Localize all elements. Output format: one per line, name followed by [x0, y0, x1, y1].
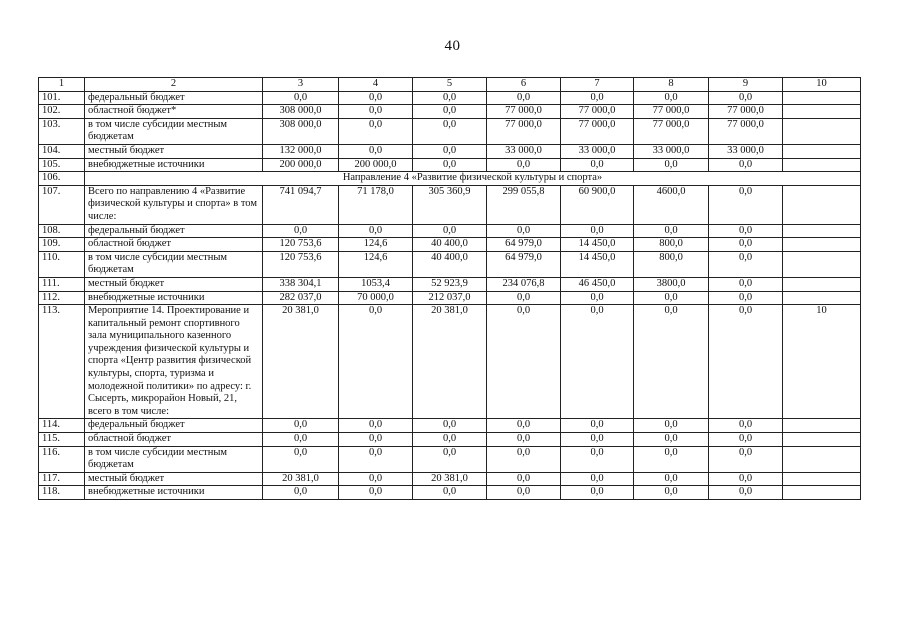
table-row: [39, 291, 861, 305]
value-cell: 0,0: [339, 105, 413, 119]
value-cell: 0,0: [413, 446, 487, 472]
table-row: [39, 486, 861, 500]
value-cell: 33 000,0: [561, 144, 634, 158]
value-cell: [783, 158, 861, 172]
row-label: федеральный бюджет: [85, 91, 263, 105]
value-cell: 800,0: [634, 251, 709, 277]
value-cell: [783, 238, 861, 252]
value-cell: 0,0: [561, 486, 634, 500]
value-cell: 0,0: [413, 144, 487, 158]
value-cell: 0,0: [413, 224, 487, 238]
value-cell: 800,0: [634, 238, 709, 252]
value-cell: 305 360,9: [413, 185, 487, 224]
header-cell: 9: [709, 78, 783, 92]
value-cell: 0,0: [561, 446, 634, 472]
value-cell: 20 381,0: [413, 305, 487, 419]
value-cell: 0,0: [561, 472, 634, 486]
value-cell: 0,0: [634, 158, 709, 172]
table-row: [39, 144, 861, 158]
header-cell: 3: [263, 78, 339, 92]
table-row: [39, 472, 861, 486]
row-number: 104.: [39, 144, 85, 158]
value-cell: 0,0: [339, 144, 413, 158]
row-number: 105.: [39, 158, 85, 172]
row-label: федеральный бюджет: [85, 224, 263, 238]
section-row: [39, 172, 861, 186]
value-cell: 40 400,0: [413, 238, 487, 252]
value-cell: 0,0: [561, 224, 634, 238]
table-row: [39, 238, 861, 252]
value-cell: 124,6: [339, 238, 413, 252]
table-row: [39, 446, 861, 472]
value-cell: [783, 419, 861, 433]
value-cell: 200 000,0: [263, 158, 339, 172]
table-row: [39, 224, 861, 238]
value-cell: 0,0: [634, 433, 709, 447]
row-label: в том числе субсидии местным бюджетам: [85, 446, 263, 472]
value-cell: 0,0: [263, 91, 339, 105]
value-cell: 0,0: [263, 419, 339, 433]
value-cell: 77 000,0: [561, 105, 634, 119]
value-cell: 46 450,0: [561, 277, 634, 291]
value-cell: 132 000,0: [263, 144, 339, 158]
row-label: местный бюджет: [85, 277, 263, 291]
header-cell: 8: [634, 78, 709, 92]
value-cell: [783, 105, 861, 119]
value-cell: 20 381,0: [413, 472, 487, 486]
value-cell: 0,0: [339, 118, 413, 144]
value-cell: 33 000,0: [634, 144, 709, 158]
value-cell: 3800,0: [634, 277, 709, 291]
value-cell: 1053,4: [339, 277, 413, 291]
value-cell: [783, 433, 861, 447]
value-cell: 0,0: [709, 224, 783, 238]
value-cell: 0,0: [709, 158, 783, 172]
value-cell: 60 900,0: [561, 185, 634, 224]
value-cell: 0,0: [413, 118, 487, 144]
value-cell: 0,0: [339, 433, 413, 447]
value-cell: 282 037,0: [263, 291, 339, 305]
row-number: 115.: [39, 433, 85, 447]
value-cell: 0,0: [263, 433, 339, 447]
section-title: Направление 4 «Развитие физической культуры и спорта»: [85, 172, 861, 186]
value-cell: 0,0: [561, 433, 634, 447]
value-cell: 0,0: [413, 419, 487, 433]
header-cell: 10: [783, 78, 861, 92]
row-label: местный бюджет: [85, 472, 263, 486]
value-cell: 0,0: [263, 446, 339, 472]
header-cell: 5: [413, 78, 487, 92]
value-cell: 0,0: [634, 419, 709, 433]
value-cell: 120 753,6: [263, 251, 339, 277]
table-row: [39, 118, 861, 144]
table-row: [39, 277, 861, 291]
value-cell: 4600,0: [634, 185, 709, 224]
value-cell: 0,0: [339, 224, 413, 238]
value-cell: 0,0: [634, 305, 709, 419]
value-cell: 0,0: [487, 433, 561, 447]
row-number: 112.: [39, 291, 85, 305]
value-cell: 77 000,0: [634, 118, 709, 144]
value-cell: 212 037,0: [413, 291, 487, 305]
table-row: [39, 158, 861, 172]
value-cell: [783, 446, 861, 472]
value-cell: 14 450,0: [561, 251, 634, 277]
value-cell: 33 000,0: [709, 144, 783, 158]
row-number: 111.: [39, 277, 85, 291]
value-cell: 40 400,0: [413, 251, 487, 277]
value-cell: [783, 472, 861, 486]
value-cell: 0,0: [413, 433, 487, 447]
value-cell: 0,0: [487, 472, 561, 486]
value-cell: 0,0: [487, 419, 561, 433]
value-cell: 0,0: [709, 291, 783, 305]
row-number: 107.: [39, 185, 85, 224]
value-cell: 200 000,0: [339, 158, 413, 172]
row-label: Всего по направлению 4 «Развитие физической культуры и спорта» в том числе:: [85, 185, 263, 224]
table-body: [39, 78, 861, 500]
value-cell: 77 000,0: [709, 105, 783, 119]
row-label: в том числе субсидии местным бюджетам: [85, 251, 263, 277]
table-row: [39, 305, 861, 419]
row-number: 108.: [39, 224, 85, 238]
value-cell: 0,0: [709, 419, 783, 433]
value-cell: 0,0: [561, 91, 634, 105]
budget-table: [38, 77, 861, 500]
value-cell: 20 381,0: [263, 472, 339, 486]
table-row: [39, 433, 861, 447]
row-label: внебюджетные источники: [85, 291, 263, 305]
value-cell: 77 000,0: [709, 118, 783, 144]
row-number: 117.: [39, 472, 85, 486]
value-cell: 308 000,0: [263, 118, 339, 144]
row-number: 106.: [39, 172, 85, 186]
row-label: федеральный бюджет: [85, 419, 263, 433]
row-label: в том числе субсидии местным бюджетам: [85, 118, 263, 144]
value-cell: 0,0: [709, 472, 783, 486]
row-label: внебюджетные источники: [85, 158, 263, 172]
value-cell: 0,0: [413, 486, 487, 500]
value-cell: 0,0: [709, 251, 783, 277]
value-cell: [783, 277, 861, 291]
value-cell: 338 304,1: [263, 277, 339, 291]
page-number: 40: [444, 38, 461, 54]
value-cell: 0,0: [487, 305, 561, 419]
value-cell: [783, 118, 861, 144]
value-cell: 0,0: [487, 91, 561, 105]
value-cell: [783, 486, 861, 500]
table-row: [39, 419, 861, 433]
row-label: областной бюджет: [85, 238, 263, 252]
value-cell: 0,0: [709, 433, 783, 447]
value-cell: 0,0: [709, 185, 783, 224]
row-number: 101.: [39, 91, 85, 105]
value-cell: [783, 144, 861, 158]
value-cell: [783, 91, 861, 105]
row-label: местный бюджет: [85, 144, 263, 158]
table-row: [39, 185, 861, 224]
header-row: [39, 78, 861, 92]
value-cell: 0,0: [413, 91, 487, 105]
value-cell: 0,0: [339, 91, 413, 105]
table-row: [39, 91, 861, 105]
value-cell: [783, 291, 861, 305]
row-label: Мероприятие 14. Проектирование и капитальный ремонт спортивного зала муниципального казенного учреждения физической культуры и спорта «Центр развития физической культуры, спорта, туризма и молодежной политики» по адресу: г. Сысерть, микрорайон Новый, 21, всего в том числе:: [85, 305, 263, 419]
value-cell: 0,0: [634, 291, 709, 305]
value-cell: 0,0: [709, 277, 783, 291]
value-cell: 0,0: [263, 224, 339, 238]
value-cell: 0,0: [634, 446, 709, 472]
row-label: областной бюджет*: [85, 105, 263, 119]
value-cell: [783, 185, 861, 224]
value-cell: 234 076,8: [487, 277, 561, 291]
value-cell: 0,0: [487, 291, 561, 305]
table-row: [39, 251, 861, 277]
value-cell: 0,0: [487, 158, 561, 172]
value-cell: 0,0: [709, 446, 783, 472]
value-cell: 120 753,6: [263, 238, 339, 252]
value-cell: 0,0: [561, 291, 634, 305]
value-cell: 0,0: [634, 224, 709, 238]
table-row: [39, 105, 861, 119]
row-number: 103.: [39, 118, 85, 144]
value-cell: 0,0: [487, 446, 561, 472]
row-number: 110.: [39, 251, 85, 277]
value-cell: 0,0: [339, 486, 413, 500]
value-cell: 33 000,0: [487, 144, 561, 158]
value-cell: 124,6: [339, 251, 413, 277]
row-number: 116.: [39, 446, 85, 472]
value-cell: 10: [783, 305, 861, 419]
row-number: 114.: [39, 419, 85, 433]
value-cell: 0,0: [339, 472, 413, 486]
value-cell: 0,0: [634, 91, 709, 105]
value-cell: 0,0: [339, 446, 413, 472]
value-cell: 308 000,0: [263, 105, 339, 119]
value-cell: [783, 251, 861, 277]
value-cell: 0,0: [413, 105, 487, 119]
value-cell: 0,0: [709, 238, 783, 252]
value-cell: 77 000,0: [487, 105, 561, 119]
value-cell: 0,0: [709, 91, 783, 105]
value-cell: 0,0: [709, 305, 783, 419]
value-cell: 0,0: [339, 419, 413, 433]
value-cell: 0,0: [561, 158, 634, 172]
value-cell: 0,0: [487, 224, 561, 238]
value-cell: 77 000,0: [487, 118, 561, 144]
value-cell: 741 094,7: [263, 185, 339, 224]
value-cell: 77 000,0: [634, 105, 709, 119]
row-number: 102.: [39, 105, 85, 119]
value-cell: 0,0: [413, 158, 487, 172]
value-cell: 0,0: [339, 305, 413, 419]
row-number: 113.: [39, 305, 85, 419]
header-cell: 4: [339, 78, 413, 92]
row-number: 109.: [39, 238, 85, 252]
value-cell: 0,0: [561, 305, 634, 419]
value-cell: 71 178,0: [339, 185, 413, 224]
row-label: внебюджетные источники: [85, 486, 263, 500]
value-cell: 0,0: [263, 486, 339, 500]
value-cell: 77 000,0: [561, 118, 634, 144]
value-cell: 299 055,8: [487, 185, 561, 224]
value-cell: 0,0: [709, 486, 783, 500]
value-cell: 52 923,9: [413, 277, 487, 291]
value-cell: 0,0: [487, 486, 561, 500]
header-cell: 6: [487, 78, 561, 92]
value-cell: 0,0: [561, 419, 634, 433]
value-cell: 0,0: [634, 486, 709, 500]
value-cell: 64 979,0: [487, 251, 561, 277]
header-cell: 1: [39, 78, 85, 92]
row-number: 118.: [39, 486, 85, 500]
value-cell: 20 381,0: [263, 305, 339, 419]
value-cell: [783, 224, 861, 238]
header-cell: 2: [85, 78, 263, 92]
value-cell: 0,0: [634, 472, 709, 486]
value-cell: 70 000,0: [339, 291, 413, 305]
value-cell: 64 979,0: [487, 238, 561, 252]
value-cell: 14 450,0: [561, 238, 634, 252]
row-label: областной бюджет: [85, 433, 263, 447]
header-cell: 7: [561, 78, 634, 92]
